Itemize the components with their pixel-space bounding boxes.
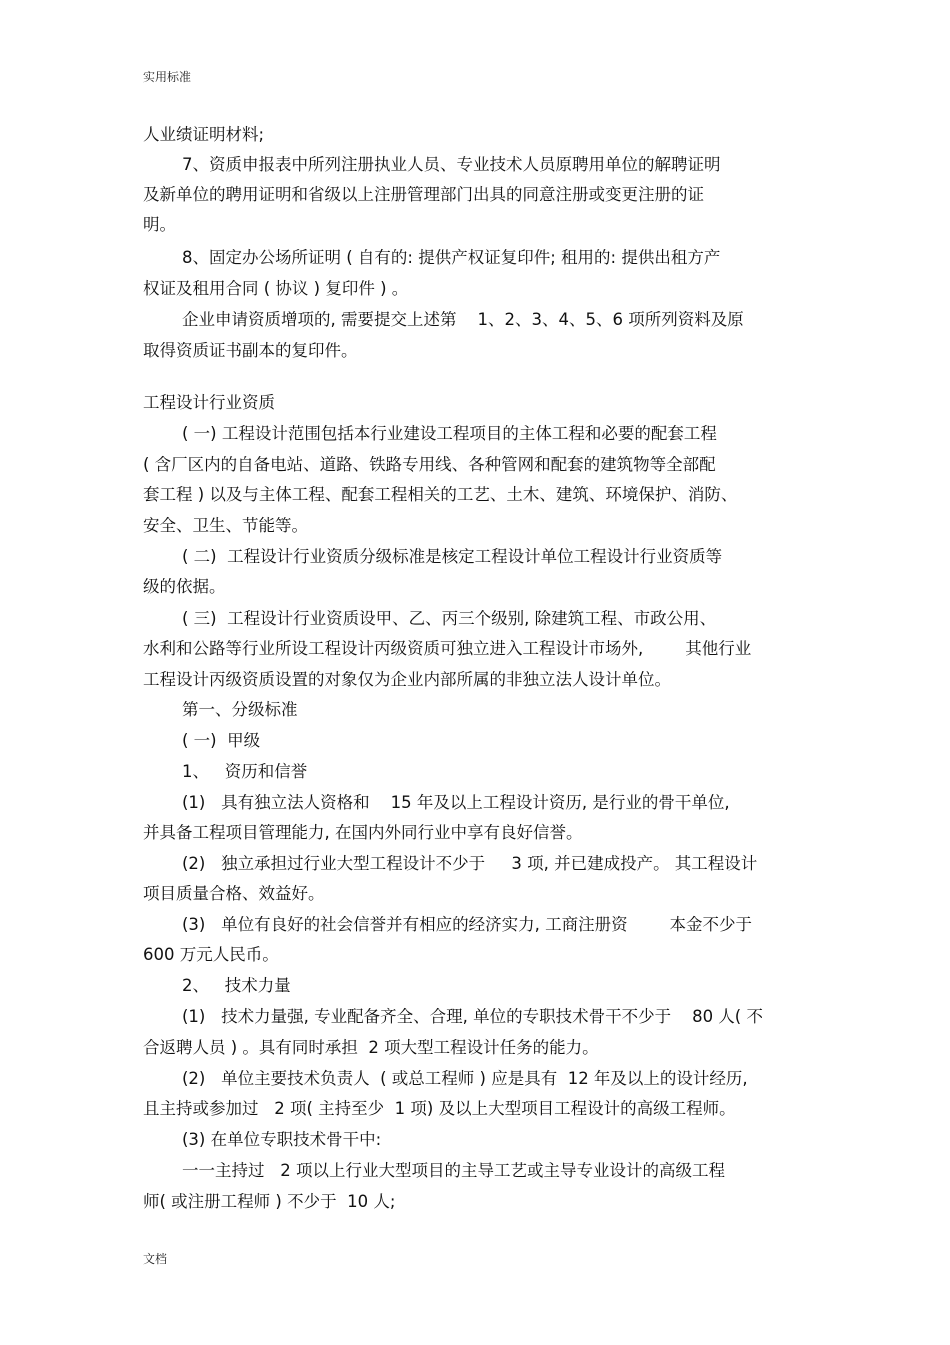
text-line: 套工程 ) 以及与主体工程、配套工程相关的工艺、土木、建筑、环境保护、消防、: [143, 485, 738, 504]
text-line: 7、资质申报表中所列注册执业人员、专业技术人员原聘用单位的解聘证明: [182, 155, 721, 174]
text-line: 人业绩证明材料;: [143, 125, 265, 144]
text-line: ( 三) 工程设计行业资质设甲、乙、丙三个级别, 除建筑工程、市政公用、: [182, 609, 717, 628]
text-line: 并具备工程项目管理能力, 在国内外同行业中享有良好信誉。: [143, 823, 583, 842]
text-line: (2) 独立承担过行业大型工程设计不少于 3 项, 并已建成投产。 其工程设计: [182, 854, 758, 873]
text-line: 权证及租用合同 ( 协议 ) 复印件 ) 。: [143, 279, 409, 298]
subsection-title: 第一、分级标准: [182, 700, 298, 719]
text-line: 安全、卫生、节能等。: [143, 516, 308, 535]
text-line: (2) 单位主要技术负责人 ( 或总工程师 ) 应是具有 12 年及以上的设计经历,: [182, 1069, 748, 1088]
subsection-title: 2、 技术力量: [182, 976, 291, 995]
page-header: 实用标准: [143, 70, 192, 84]
text-line: 水利和公路等行业所设工程设计丙级资质可独立进入工程设计市场外, 其他行业: [143, 639, 752, 658]
subsection-title: 1、 资历和信誉: [182, 762, 308, 781]
text-line: (1) 技术力量强, 专业配备齐全、合理, 单位的专职技术骨干不少于 80 人( 不: [182, 1007, 763, 1026]
section-title: 工程设计行业资质: [143, 393, 275, 412]
text-line: 工程设计丙级资质设置的对象仅为企业内部所属的非独立法人设计单位。: [143, 670, 671, 689]
text-line: ( 含厂区内的自备电站、道路、铁路专用线、各种管网和配套的建筑物等全部配: [143, 455, 716, 474]
text-line: 明。: [143, 215, 176, 234]
text-line: 600 万元人民币。: [143, 945, 279, 964]
text-line: 8、固定办公场所证明 ( 自有的: 提供产权证复印件; 租用的: 提供出租方产: [182, 248, 721, 267]
text-line: (3) 在单位专职技术骨干中:: [182, 1130, 382, 1149]
text-line: 且主持或参加过 2 项( 主持至少 1 项) 及以上大型项目工程设计的高级工程师。: [143, 1099, 736, 1118]
text-line: 项目质量合格、效益好。: [143, 884, 325, 903]
text-line: (3) 单位有良好的社会信誉并有相应的经济实力, 工商注册资 本金不少于: [182, 915, 753, 934]
text-line: 及新单位的聘用证明和省级以上注册管理部门出具的同意注册或变更注册的证: [143, 185, 704, 204]
text-line: 企业申请资质增项的, 需要提交上述第 1、2、3、4、5、6 项所列资料及原: [182, 310, 744, 329]
text-line: 级的依据。: [143, 577, 226, 596]
text-line: ( 二) 工程设计行业资质分级标准是核定工程设计单位工程设计行业资质等: [182, 547, 723, 566]
text-line: 合返聘人员 ) 。具有同时承担 2 项大型工程设计任务的能力。: [143, 1038, 599, 1057]
page-footer: 文档: [143, 1252, 168, 1266]
text-line: 一一主持过 2 项以上行业大型项目的主导工艺或主导专业设计的高级工程: [182, 1161, 725, 1180]
text-line: (1) 具有独立法人资格和 15 年及以上工程设计资历, 是行业的骨干单位,: [182, 793, 730, 812]
text-line: ( 一) 工程设计范围包括本行业建设工程项目的主体工程和必要的配套工程: [182, 424, 717, 443]
text-line: 师( 或注册工程师 ) 不少于 10 人;: [143, 1192, 396, 1211]
subsection-title: ( 一) 甲级: [182, 731, 261, 750]
text-line: 取得资质证书副本的复印件。: [143, 341, 358, 360]
